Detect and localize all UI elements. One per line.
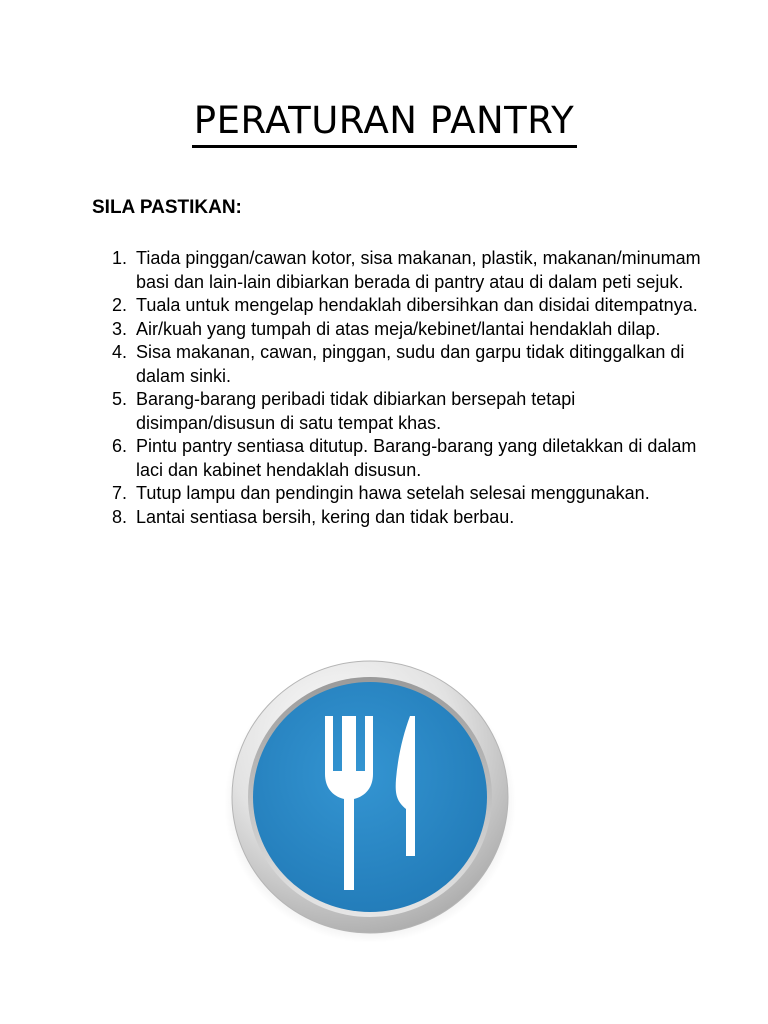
list-item-number: 8. [112, 506, 128, 527]
list-item-text: Lantai sentiasa bersih, kering dan tidak berbau. [136, 506, 515, 527]
list-item-number: 5. [112, 389, 128, 409]
list-item-text: Tuala untuk mengelap hendaklah dibersihkan dan disidai ditempatnya. [136, 295, 698, 315]
section-heading: SILA PASTIKAN: [92, 197, 242, 218]
list-item [104, 506, 704, 530]
list-item [104, 247, 704, 294]
list-item-number: 2. [112, 295, 128, 315]
list-item [104, 482, 704, 506]
list-item-number: 1. [112, 248, 128, 268]
list-item [104, 294, 704, 318]
list-item [104, 341, 704, 388]
list-item-number: 3. [112, 318, 128, 339]
list-item [104, 388, 704, 435]
list-item-text: Barang-barang peribadi tidak dibiarkan bersepah tetapi disimpan/disusun di satu tempat khas. [136, 389, 576, 433]
rules-list [104, 247, 704, 529]
title-underline [192, 145, 577, 148]
page-title: PERATURAN PANTRY [193, 99, 575, 142]
list-item-text: Tiada pinggan/cawan kotor, sisa makanan, plastik, makanan/minumam basi dan lain-lain dibiarkan berada di pantry atau di dalam peti sejuk. [136, 248, 701, 292]
list-item-number: 6. [112, 436, 128, 456]
list-item [104, 318, 704, 342]
list-item-text: Pintu pantry sentiasa ditutup. Barang-barang yang diletakkan di dalam laci dan kabinet hendaklah disusun. [136, 436, 697, 480]
list-item-text: Tutup lampu dan pendingin hawa setelah selesai menggunakan. [136, 483, 650, 503]
list-item-text: Sisa makanan, cawan, pinggan, sudu dan garpu tidak ditinggalkan di dalam sinki. [136, 342, 685, 386]
fork-knife-icon [220, 651, 520, 946]
list-item-text: Air/kuah yang tumpah di atas meja/kebinet/lantai hendaklah dilap. [136, 318, 661, 339]
list-item-number: 4. [112, 342, 128, 362]
list-item [104, 435, 704, 482]
list-item-number: 7. [112, 483, 128, 503]
